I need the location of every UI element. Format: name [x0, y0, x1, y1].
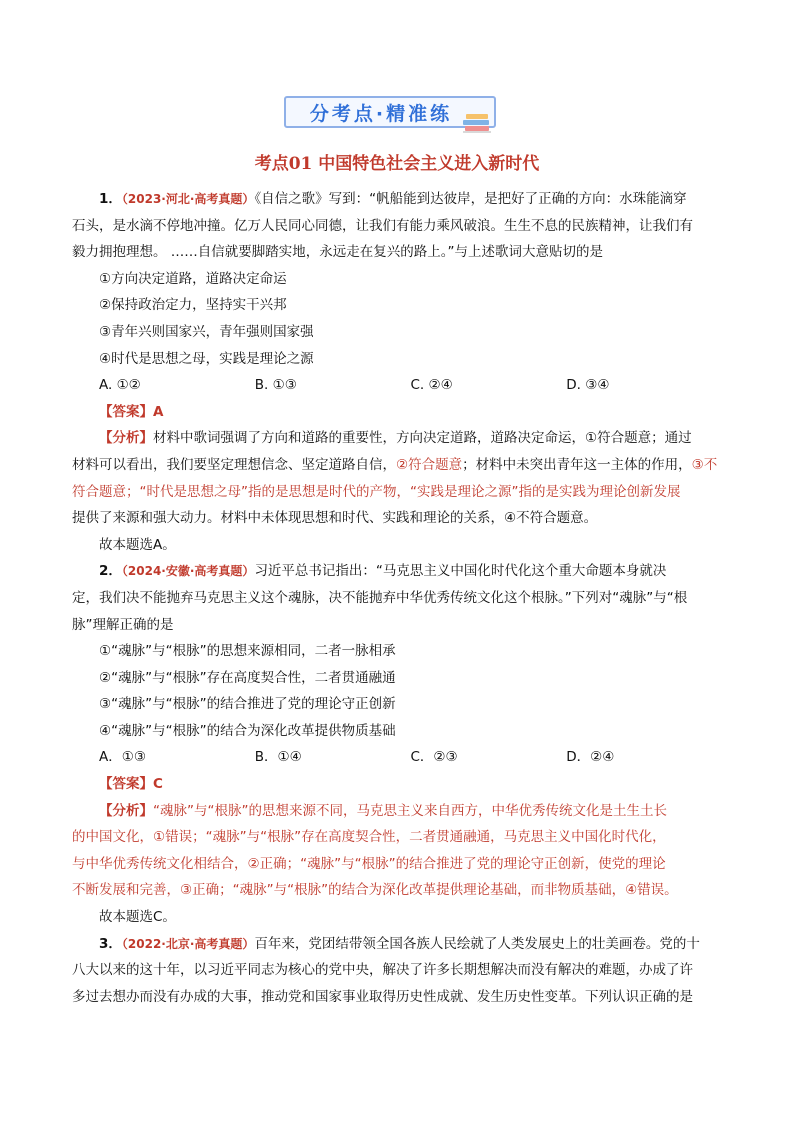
- q2-answer: [72, 771, 722, 798]
- q1-option-b: B. ①③: [254, 377, 297, 394]
- page-title: 考点01 中国特色社会主义进入新时代: [254, 154, 540, 174]
- q1-analysis-text-2d: ③不: [691, 456, 718, 473]
- q1-conclusion: 故本题选A。: [99, 536, 176, 553]
- q1-analysis-text-2b: ②符合题意: [396, 456, 463, 473]
- q2-analysis-label: 【分析】: [99, 802, 153, 819]
- q1-option-d: D. ③④: [566, 377, 610, 394]
- q1-stem-line-2: 石头，是水滴不停地冲撞。亿万人民同心同德，让我们有能力乘风破浪。生生不息的民族精神，让我们有: [72, 217, 693, 234]
- q2-stem-line-1: [72, 558, 722, 585]
- q2-stem-line-2: 定，我们决不能抛弃马克思主义这个魂脉，决不能抛弃中华优秀传统文化这个根脉。”下列对“魂脉”与“根: [72, 589, 688, 606]
- q1-answer-label: 【答案】: [99, 403, 153, 420]
- q2-stem-line-3: 脉”理解正确的是: [72, 616, 174, 633]
- q1-stem-line-3: 毅力拥抱理想。 ……自信就要脚踏实地，永远走在复兴的路上。”与上述歌词大意贴切的是: [72, 244, 604, 261]
- q1-analysis-line-3: [72, 479, 722, 506]
- q1-item-1: ①方向决定道路，道路决定命运: [99, 270, 287, 287]
- q1-analysis-line-1: [72, 425, 722, 452]
- document-body: [72, 186, 722, 1010]
- q1-analysis-label: 【分析】: [99, 430, 153, 447]
- q3-number: 3．: [99, 935, 122, 952]
- q1-number: 1．: [99, 191, 122, 207]
- q1-analysis-text-3a: 符合题意；: [72, 483, 140, 500]
- q2-option-a: A．①③: [99, 749, 146, 766]
- q1-option-c: C. ②④: [410, 377, 453, 394]
- q1-stem-text-1: 《自信之歌》写到：“帆船能到达彼岸，是把好了正确的方向：水珠能滴穿: [254, 191, 687, 207]
- q3-stem-line-3: 多过去想办而没有办成的大事，推动党和国家事业取得历史性成就、发生历史性变革。下列认识正确的是: [72, 988, 693, 1005]
- q2-answer-value: C: [153, 776, 163, 793]
- q2-conclusion: 故本题选C。: [99, 909, 176, 926]
- q2-analysis-line-3: 与中华优秀传统文化相结合，②正确；“魂脉”与“根脉”的结合推进了党的理论守正创新，使党的理论: [72, 855, 666, 872]
- q2-item-3: ③“魂脉”与“根脉”的结合推进了党的理论守正创新: [99, 696, 396, 713]
- q1-item-3: ③青年兴则国家兴，青年强则国家强: [99, 323, 314, 340]
- q1-analysis-text-2a: 材料可以看出，我们要坚定理想信念、坚定道路自信，: [72, 456, 396, 473]
- q1-analysis-text-2c: ；材料中未突出青年这一主体的作用，: [462, 456, 692, 473]
- q2-number: 2．: [99, 563, 122, 580]
- q1-stem-line-1: [72, 186, 722, 213]
- q3-source: （2022·北京·高考真题）: [121, 936, 255, 951]
- q2-item-1: ①“魂脉”与“根脉”的思想来源相同，二者一脉相承: [99, 643, 396, 660]
- q1-answer-value: A: [153, 403, 164, 420]
- q1-source: （2023·河北·高考真题）: [121, 192, 255, 206]
- q1-analysis-line-2: [72, 452, 722, 479]
- q1-item-2: ②保持政治定力，坚持实干兴邦: [99, 297, 287, 314]
- q2-source: （2024·安徽·高考真题）: [121, 564, 255, 579]
- q2-option-d: D．②④: [566, 749, 615, 766]
- q2-option-c: C．②③: [410, 749, 458, 766]
- q1-option-a: A. ①②: [99, 377, 141, 394]
- q2-item-4: ④“魂脉”与“根脉”的结合为深化改革提供物质基础: [99, 722, 396, 739]
- q2-analysis-text-1: “魂脉”与“根脉”的思想来源不同，马克思主义来自西方，中华优秀传统文化是土生土长: [153, 802, 667, 819]
- q3-stem-line-1: [72, 931, 722, 958]
- q2-analysis-line-4: 不断发展和完善，③正确；“魂脉”与“根脉”的结合为深化改革提供理论基础，而非物质基础，④错误。: [72, 882, 678, 899]
- books-icon: [460, 112, 512, 134]
- q1-analysis-text-1: 材料中歌词强调了方向和道路的重要性，方向决定道路，道路决定命运，①符合题意；通过: [153, 430, 692, 447]
- q2-analysis-line-1: [72, 798, 722, 825]
- q2-option-b: B．①④: [254, 749, 302, 766]
- banner-text: 分考点·精准练: [309, 102, 453, 125]
- q3-stem-line-2: 八大以来的这十年，以习近平同志为核心的党中央，解决了许多长期想解决而没有解决的难题，办成了许: [72, 962, 693, 979]
- q1-analysis-text-3b: “时代是思想之母”指的是思想是时代的产物，“实践是理论之源”指的是实践为理论创新发展: [139, 483, 681, 500]
- q1-item-4: ④时代是思想之母，实践是理论之源: [99, 350, 314, 367]
- q1-answer: [72, 399, 722, 426]
- q3-stem-text-1: 百年来，党团结带领全国各族人民绘就了人类发展史上的壮美画卷。党的十: [254, 935, 700, 952]
- q2-stem-text-1: 习近平总书记指出：“马克思主义中国化时代化这个重大命题本身就决: [254, 563, 667, 580]
- q2-item-2: ②“魂脉”与“根脉”存在高度契合性，二者贯通融通: [99, 669, 396, 686]
- q1-analysis-line-4: 提供了来源和强大动力。材料中未体现思想和时代、实践和理论的关系，④不符合题意。: [72, 510, 598, 527]
- q2-analysis-line-2: 的中国文化，①错误；“魂脉”与“根脉”存在高度契合性，二者贯通融通，马克思主义中国化时代化，: [72, 829, 666, 846]
- q2-options: [72, 744, 722, 771]
- q2-answer-label: 【答案】: [99, 776, 153, 793]
- q1-options: [72, 372, 722, 399]
